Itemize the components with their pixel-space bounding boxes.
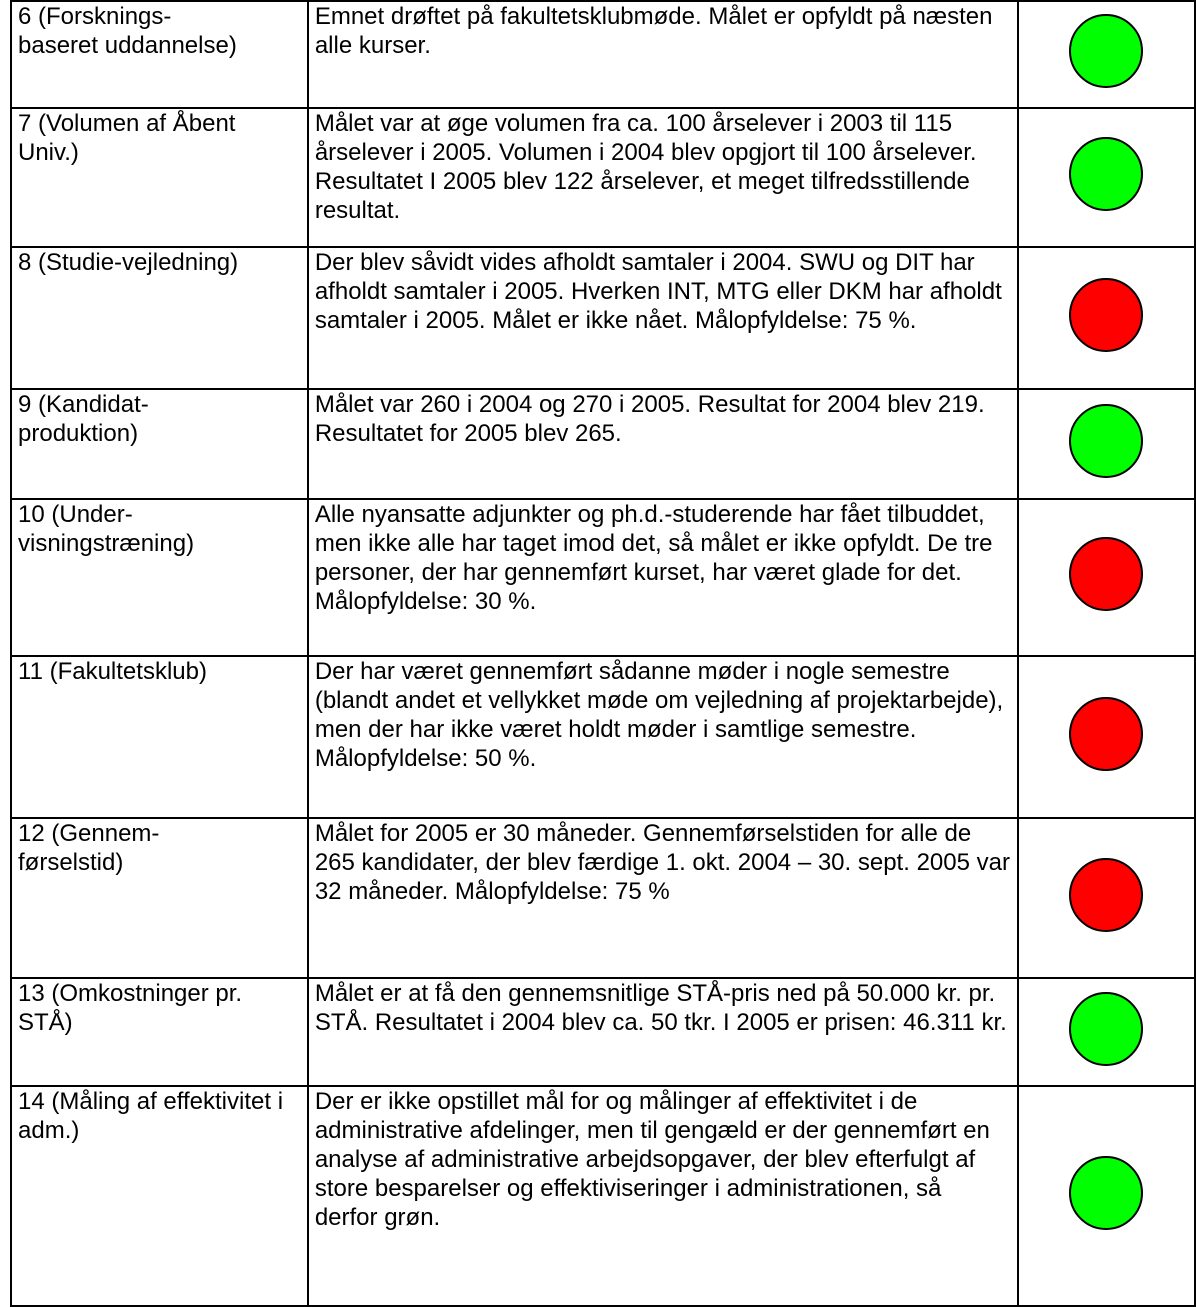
status-cell	[1018, 818, 1195, 978]
result-cell: Målet er at få den gennemsnitlige STÅ-pris ned på 50.000 kr. pr. STÅ. Resultatet i 2004 blev ca. 50 tkr. I 2005 er prisen: 46.311 kr.	[308, 978, 1018, 1086]
goal-cell: 14 (Måling af effektivitet i adm.)	[11, 1086, 308, 1306]
status-cell	[1018, 978, 1195, 1086]
result-cell: Målet var at øge volumen fra ca. 100 årselever i 2003 til 115 årselever i 2005. Volumen i 2004 blev opgjort til 100 årselever. Resultatet I 2005 blev 122 årselever, et meget tilfredsstillende resultat.	[308, 108, 1018, 247]
status-cell	[1018, 1086, 1195, 1306]
status-lamp-icon	[1069, 992, 1143, 1066]
result-cell: Målet for 2005 er 30 måneder. Gennemførselstiden for alle de 265 kandidater, der blev færdige 1. okt. 2004 – 30. sept. 2005 var 32 måneder. Målopfyldelse: 75 %	[308, 818, 1018, 978]
result-cell: Der har været gennemført sådanne møder i nogle semestre (blandt andet et vellykket møde om vejledning af projektarbejde), men der har ikke været holdt møder i samtlige semestre. Målopfyldelse: 50 %.	[308, 656, 1018, 818]
status-lamp-icon	[1069, 1156, 1143, 1230]
table-row	[11, 247, 1195, 389]
table-row	[11, 499, 1195, 656]
table-row	[11, 818, 1195, 978]
status-lamp-icon	[1069, 537, 1143, 611]
status-lamp-icon	[1069, 858, 1143, 932]
table-row	[11, 1, 1195, 108]
result-cell: Målet var 260 i 2004 og 270 i 2005. Resultat for 2004 blev 219. Resultatet for 2005 blev 265.	[308, 389, 1018, 499]
status-cell	[1018, 247, 1195, 389]
table-row	[11, 978, 1195, 1086]
status-lamp-icon	[1069, 404, 1143, 478]
goal-cell: 8 (Studie-vejledning)	[11, 247, 308, 389]
status-lamp-icon	[1069, 697, 1143, 771]
goal-cell: 10 (Under- visningstræning)	[11, 499, 308, 656]
status-cell	[1018, 1, 1195, 108]
status-lamp-icon	[1069, 137, 1143, 211]
result-cell: Der blev såvidt vides afholdt samtaler i 2004. SWU og DIT har afholdt samtaler i 2005. Hverken INT, MTG eller DKM har afholdt samtaler i 2005. Målet er ikke nået. Målopfyldelse: 75 %.	[308, 247, 1018, 389]
status-cell	[1018, 108, 1195, 247]
result-cell: Der er ikke opstillet mål for og målinger af effektivitet i de administrative afdelinger, men til gengæld er der gennemført en analyse af administrative arbejdsopgaver, der blev efterfulgt af store besparelser og effektiviseringer i administrationen, så derfor grøn.	[308, 1086, 1018, 1306]
table-row	[11, 389, 1195, 499]
goal-cell: 6 (Forsknings- baseret uddannelse)	[11, 1, 308, 108]
status-lamp-icon	[1069, 14, 1143, 88]
result-cell: Alle nyansatte adjunkter og ph.d.-studerende har fået tilbuddet, men ikke alle har taget imod det, så målet er ikke opfyldt. De tre personer, der har gennemført kurset, har været glade for det. Målopfyldelse: 30 %.	[308, 499, 1018, 656]
table-row	[11, 656, 1195, 818]
result-cell: Emnet drøftet på fakultetsklubmøde. Målet er opfyldt på næsten alle kurser.	[308, 1, 1018, 108]
goal-cell: 12 (Gennem- førselstid)	[11, 818, 308, 978]
goal-status-table	[10, 0, 1196, 1307]
status-lamp-icon	[1069, 278, 1143, 352]
status-cell	[1018, 389, 1195, 499]
table-row	[11, 108, 1195, 247]
goal-cell: 9 (Kandidat- produktion)	[11, 389, 308, 499]
status-cell	[1018, 499, 1195, 656]
status-cell	[1018, 656, 1195, 818]
goal-cell: 7 (Volumen af Åbent Univ.)	[11, 108, 308, 247]
goal-rows	[11, 1, 1195, 1306]
table-row	[11, 1086, 1195, 1306]
goal-cell: 13 (Omkostninger pr. STÅ)	[11, 978, 308, 1086]
goal-cell: 11 (Fakultetsklub)	[11, 656, 308, 818]
